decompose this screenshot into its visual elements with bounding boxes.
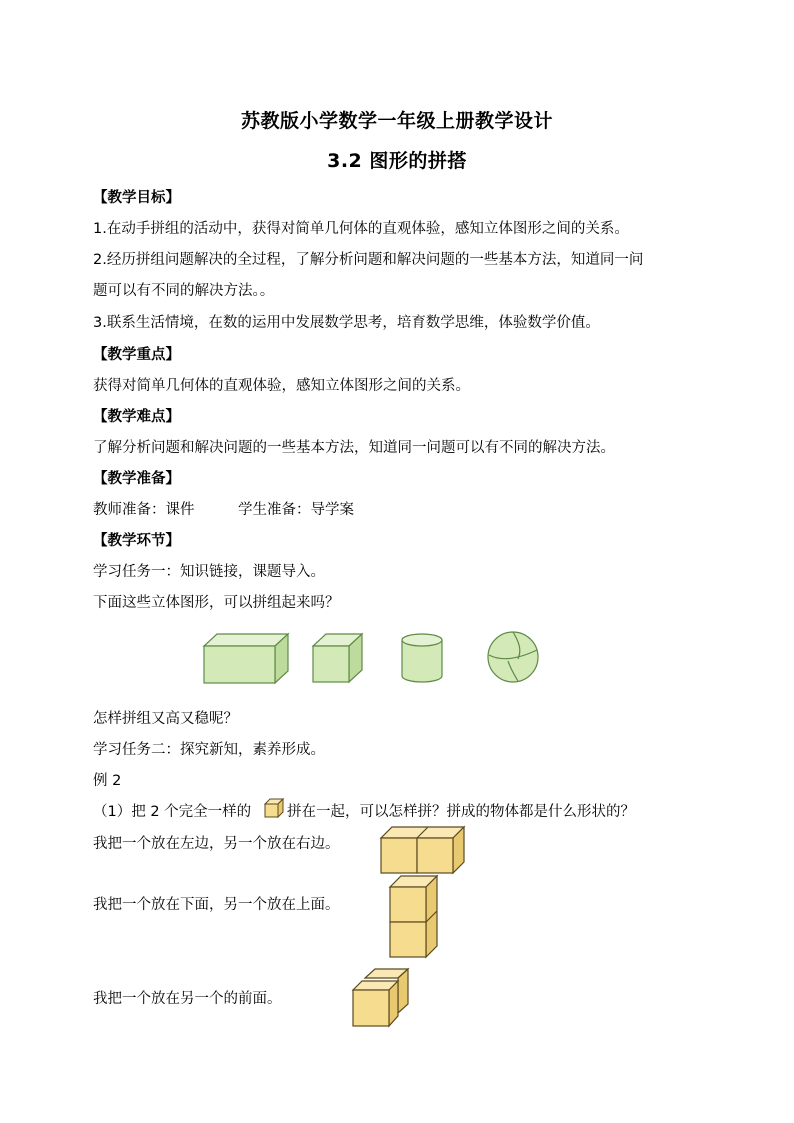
solids-figure xyxy=(0,628,794,718)
small-cube-icon xyxy=(263,797,287,821)
question-2: 怎样拼组又高又稳呢？ xyxy=(93,711,238,727)
answer-3: 我把一个放在另一个的前面。 xyxy=(93,991,282,1007)
steps-heading: 【教学环节】 xyxy=(93,533,180,549)
example-question-part2: 拼在一起，可以怎样拼？拼成的物体都是什么形状的？ xyxy=(287,804,635,820)
goal-3: 3.联系生活情境，在数的运用中发展数学思考，培育数学思维，体验数学价值。 xyxy=(93,315,600,331)
stacked-cubes xyxy=(387,873,447,963)
key-point-heading: 【教学重点】 xyxy=(93,347,180,363)
difficulty-heading: 【教学难点】 xyxy=(93,409,180,425)
answer-2: 我把一个放在下面，另一个放在上面。 xyxy=(93,897,340,913)
goals-heading: 【教学目标】 xyxy=(93,190,180,206)
cylinder-icon xyxy=(402,634,442,682)
sphere-icon xyxy=(488,632,538,682)
cube-icon xyxy=(313,634,362,682)
preparation-teacher: 教师准备：课件 xyxy=(93,502,195,518)
goal-2a: 2.经历拼组问题解决的全过程，了解分析问题和解决问题的一些基本方法，知道同一问 xyxy=(93,252,644,268)
preparation-student: 学生准备：导学案 xyxy=(238,502,354,518)
example-label: 例 2 xyxy=(93,773,122,789)
front-back-cubes xyxy=(350,966,420,1036)
document-title: 苏教版小学数学一年级上册教学设计 xyxy=(240,110,553,132)
goal-2b: 题可以有不同的解决方法。。 xyxy=(93,283,275,299)
example-question-part1: （1）把 2 个完全一样的 xyxy=(93,804,252,820)
answer-1: 我把一个放在左边，另一个放在右边。 xyxy=(93,836,340,852)
goal-1: 1.在动手拼组的活动中，获得对简单几何体的直观体验，感知立体图形之间的关系。 xyxy=(93,221,629,237)
cuboid-icon xyxy=(204,634,288,683)
preparation-heading: 【教学准备】 xyxy=(93,471,180,487)
key-point-text: 获得对简单几何体的直观体验，感知立体图形之间的关系。 xyxy=(93,378,470,394)
task-1: 学习任务一：知识链接，课题导入。 xyxy=(93,564,325,580)
question-1: 下面这些立体图形，可以拼组起来吗？ xyxy=(93,595,340,611)
task-2: 学习任务二：探究新知，素养形成。 xyxy=(93,742,325,758)
document-subtitle: 3.2 图形的拼搭 xyxy=(327,150,467,172)
difficulty-text: 了解分析问题和解决问题的一些基本方法，知道同一问题可以有不同的解决方法。 xyxy=(93,440,615,456)
